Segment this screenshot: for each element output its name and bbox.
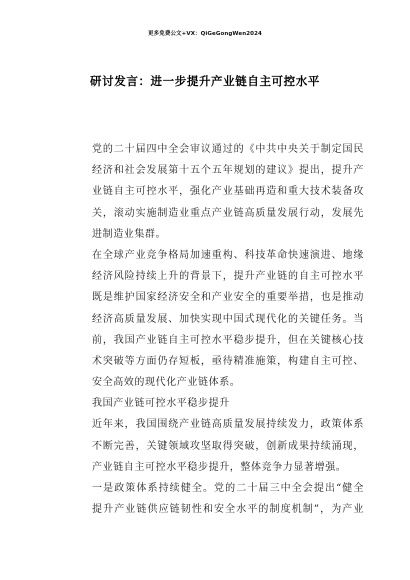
body-line: 既是维护国家经济安全和产业安全的重要举措，也是推动 <box>92 292 364 304</box>
header-watermark: 更多免费公文+VX：QiGeGongWen2024 <box>148 31 262 37</box>
body-line: 提升产业链供应链韧性和安全水平的制度机制”，为产业 <box>92 504 364 516</box>
document-title: 研讨发言：进一步提升产业链自主可控水平 <box>90 74 320 88</box>
body-line: 前，我国产业链自主可控水平稳步提升，但在关键核心技 <box>92 334 364 346</box>
body-line: 进制造业集群。 <box>92 228 167 240</box>
body-line: 经济风险持续上升的背景下，提升产业链的自主可控水平 <box>92 271 364 283</box>
body-line: 一是政策体系持续健全。党的二十届三中全会提出“健全 <box>92 483 364 494</box>
body-line: 经济和社会发展第十五个五年规划的建议》提出，提升产 <box>92 165 364 177</box>
body-line: 在全球产业竞争格局加速重构、科技革命快速演进、地缘 <box>92 249 364 261</box>
body-line: 关，滚动实施制造业重点产业链高质量发展行动，发展先 <box>92 207 364 219</box>
section-heading: 我国产业链可控水平稳步提升 <box>92 398 230 410</box>
body-line: 术突破等方面仍存短板，亟待精准施策，构建自主可控、 <box>92 355 364 367</box>
document-body <box>92 139 364 520</box>
body-line: 不断完善，关键领域攻坚取得突破，创新成果持续涌现， <box>92 440 364 452</box>
body-line: 业链自主可控水平，强化产业基础再造和重大技术装备攻 <box>92 186 364 198</box>
body-line: 近年来，我国围绕产业链高质量发展持续发力，政策体系 <box>92 419 364 431</box>
body-line: 经济高质量发展、加快实现中国式现代化的关键任务。当 <box>92 313 364 325</box>
body-line: 产业链自主可控水平稳步提升，整体竞争力显著增强。 <box>92 461 347 473</box>
body-line: 党的二十届四中全会审议通过的《中共中央关于制定国民 <box>92 144 364 155</box>
body-line: 安全高效的现代化产业链体系。 <box>92 377 241 389</box>
